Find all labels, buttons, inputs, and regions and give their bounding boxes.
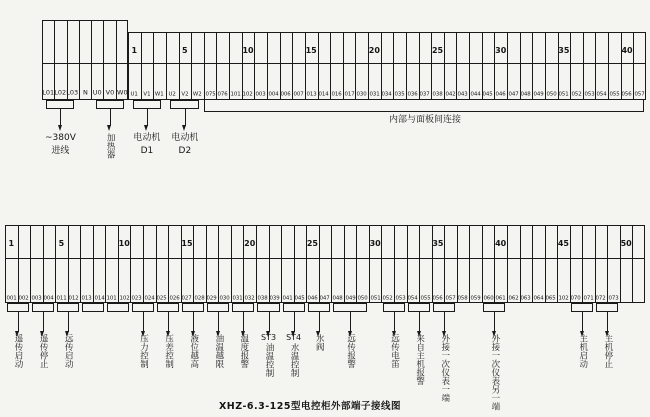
tick-number: 20 [244, 239, 256, 248]
diagram-title: XHZ-6.3-125型电控柜外部端子接线图 [218, 401, 402, 412]
jumper-box [182, 303, 204, 312]
terminal-number: 060 [482, 295, 494, 302]
group-label: 外接一次仪表另一端 [489, 334, 500, 411]
down-arrow-icon [607, 312, 608, 332]
tick-number: 25 [306, 239, 318, 248]
group-label: 温度报警 [238, 334, 249, 368]
terminal-number: 055 [420, 295, 431, 302]
group-label: 水温控制 [289, 343, 300, 377]
tick-number: 40 [621, 46, 633, 55]
terminal-number: 050 [357, 295, 368, 302]
terminal-number: 053 [395, 295, 406, 302]
terminal-number: 063 [520, 295, 531, 302]
terminal-number: 023 [131, 295, 142, 302]
group-label: 主机启动 [577, 334, 588, 368]
jumper-box [408, 303, 430, 312]
group-label: 油温越限 [213, 334, 224, 368]
jumper-box [170, 100, 199, 109]
down-arrow-icon [143, 312, 144, 332]
jumper-box [333, 303, 368, 312]
group-label: 压力控制 [138, 334, 149, 368]
terminal-number: V1 [143, 91, 151, 98]
terminal-number: 102 [242, 91, 254, 98]
group-label: 电动机 [133, 133, 161, 143]
terminal-number: 012 [68, 295, 80, 302]
terminal-number: 006 [280, 91, 292, 98]
terminal-number: V2 [181, 91, 189, 98]
terminal-number: 043 [457, 91, 468, 98]
down-arrow-icon [494, 312, 495, 332]
tick-number: 45 [557, 239, 569, 248]
jumper-box [57, 303, 79, 312]
terminal-number: 003 [31, 295, 42, 302]
terminal-number-wrap [625, 86, 650, 99]
tick-number: 30 [369, 239, 381, 248]
group-label: 水阀 [314, 334, 325, 351]
terminal-number: 056 [621, 91, 633, 98]
terminal-number: 034 [381, 91, 393, 98]
down-arrow-icon [582, 312, 583, 332]
terminal-number: 057 [445, 295, 456, 302]
group-label: 进线 [51, 146, 70, 156]
jumper-box [383, 303, 405, 312]
terminal-number: 102 [119, 295, 130, 302]
strip-divider [42, 63, 128, 64]
terminal-number: 072 [595, 295, 607, 302]
terminal-number: W2 [193, 91, 202, 98]
group-label: D2 [178, 146, 192, 156]
group-label-prefix: ST4 [286, 333, 302, 342]
tick-number: 15 [305, 46, 317, 55]
terminal-number: 031 [232, 295, 243, 302]
terminal-number: 076 [217, 91, 228, 98]
jumper-box [308, 303, 330, 312]
tick-number: 20 [368, 46, 380, 55]
down-arrow-icon [147, 109, 148, 126]
jumper-box [207, 303, 229, 312]
terminal-number: 045 [294, 295, 306, 302]
terminal-number: 075 [204, 91, 216, 98]
panel-link-label: 内部与面板间连接 [388, 115, 461, 125]
down-arrow-icon [419, 312, 420, 332]
terminal-number: 070 [570, 295, 582, 302]
terminal-number: 001 [6, 295, 17, 302]
tick-number: 30 [495, 46, 507, 55]
terminal-number: 017 [343, 91, 355, 98]
terminal-number: 048 [332, 295, 343, 302]
tick-number: 40 [495, 239, 507, 248]
group-label: 遥传启动 [13, 334, 24, 368]
down-arrow-icon [60, 109, 61, 126]
arrowhead-icon [107, 125, 111, 131]
jumper-box [571, 303, 593, 312]
down-arrow-icon [243, 312, 244, 332]
terminal-number: U2 [168, 91, 176, 98]
terminal-number: 029 [206, 295, 218, 302]
group-label: 液位越高 [188, 334, 199, 368]
down-arrow-icon [394, 312, 395, 332]
group-label: 来自主机报警 [414, 334, 425, 385]
terminal-number: L03 [66, 89, 79, 97]
group-label: 外接一次仪表一端 [439, 334, 450, 402]
group-label: 远传报警 [345, 334, 356, 368]
group-label: 电动机 [171, 133, 199, 143]
terminal-number: 050 [546, 91, 557, 98]
terminal-number: L01 [42, 89, 55, 97]
terminal-number: 002 [18, 295, 29, 302]
tick-number: 35 [432, 239, 444, 248]
jumper-box [232, 303, 254, 312]
terminal-number: 024 [144, 295, 155, 302]
tick-number: 1 [8, 239, 15, 248]
terminal-number: 062 [508, 295, 519, 302]
terminal-number: W0 [116, 89, 128, 97]
group-label: D1 [140, 146, 154, 156]
group-label: 压差控制 [163, 334, 174, 368]
tick-number: 10 [118, 239, 130, 248]
terminal-number: 102 [558, 295, 569, 302]
tick-number: 50 [620, 239, 632, 248]
terminal-number: 051 [558, 91, 570, 98]
group-label-prefix: ST3 [260, 333, 277, 342]
terminal-number: 013 [81, 295, 92, 302]
terminal-number: 030 [219, 295, 230, 302]
down-arrow-icon [319, 312, 320, 332]
terminal-number: W1 [155, 91, 164, 98]
terminal-number: 051 [370, 295, 381, 302]
terminal-number: 045 [482, 91, 494, 98]
terminal-number: 037 [419, 91, 431, 98]
terminal-number: 004 [43, 295, 55, 302]
bracket [204, 100, 644, 112]
tick-number: 5 [58, 239, 65, 248]
jumper-box [96, 100, 124, 109]
terminal-number: 038 [432, 91, 443, 98]
terminal-number: 065 [545, 295, 557, 302]
terminal-number: 044 [470, 91, 481, 98]
jumper-box [157, 303, 179, 312]
terminal-number: 053 [583, 91, 595, 98]
jumper-box [82, 303, 104, 312]
jumper-box [596, 303, 618, 312]
terminal-number: L02 [54, 89, 67, 97]
terminal-number: 003 [255, 91, 266, 98]
terminal-number: 035 [394, 91, 405, 98]
terminal-number: 046 [495, 91, 506, 98]
terminal-number: U0 [92, 89, 102, 97]
terminal-number: 052 [382, 295, 393, 302]
terminal-number: 028 [194, 295, 205, 302]
terminal-number: 101 [106, 295, 117, 302]
arrowhead-icon [182, 125, 186, 131]
group-label: 主机停止 [602, 334, 613, 368]
group-label: ~380V [44, 133, 76, 143]
terminal-number: 030 [356, 91, 367, 98]
terminal-number: 059 [470, 295, 481, 302]
jumper-box [133, 100, 162, 109]
terminal-number: 014 [318, 91, 329, 98]
down-arrow-icon [18, 312, 19, 332]
jumper-box [257, 303, 279, 312]
terminal-number: 027 [181, 295, 193, 302]
jumper-box [132, 303, 154, 312]
group-label: 油温控制 [264, 343, 275, 377]
terminal-number: 041 [282, 295, 293, 302]
terminal-number: 047 [508, 91, 519, 98]
tick-number: 10 [242, 46, 254, 55]
arrowhead-icon [144, 125, 148, 131]
tick-number: 15 [181, 239, 193, 248]
terminal-number: 039 [269, 295, 280, 302]
jumper-box [107, 303, 129, 312]
jumper-box [483, 303, 505, 312]
tick-number: 1 [131, 46, 138, 55]
down-arrow-icon [269, 312, 270, 332]
jumper-box [46, 100, 74, 109]
down-arrow-icon [168, 312, 169, 332]
terminal-number: 026 [169, 295, 180, 302]
terminal-number: 052 [571, 91, 582, 98]
terminal-number: 056 [432, 295, 444, 302]
terminal-number: 004 [268, 91, 279, 98]
down-arrow-icon [193, 312, 194, 332]
down-arrow-icon [444, 312, 445, 332]
group-label: 远传电笛 [389, 334, 400, 368]
terminal-number: 048 [520, 91, 532, 98]
terminal-number: 016 [331, 91, 342, 98]
terminal-number: 071 [583, 295, 594, 302]
terminal-number: 032 [244, 295, 255, 302]
terminal-number: 054 [596, 91, 607, 98]
strip-divider [5, 258, 645, 259]
terminal-number: 073 [608, 295, 619, 302]
terminal-number: 014 [93, 295, 105, 302]
terminal-number: V0 [105, 89, 114, 97]
jumper-box [7, 303, 29, 312]
jumper-box [283, 303, 305, 312]
terminal-number: 064 [533, 295, 544, 302]
down-arrow-icon [350, 312, 351, 332]
terminal-number: 049 [344, 295, 356, 302]
tick-number: 25 [431, 46, 444, 55]
terminal-number: 046 [307, 295, 318, 302]
terminal-number: 031 [369, 91, 380, 98]
terminal-number: 049 [533, 91, 544, 98]
terminal-number: 055 [609, 91, 620, 98]
group-label: 远传启动 [63, 334, 74, 368]
group-label: 遥传停止 [38, 334, 49, 368]
terminal-number: 058 [457, 295, 469, 302]
down-arrow-icon [185, 109, 186, 126]
terminal-number: U1 [130, 91, 139, 98]
terminal-number: 007 [293, 91, 304, 98]
terminal-number: 042 [445, 91, 456, 98]
terminal-number: N [82, 89, 88, 97]
terminal-number: 047 [319, 295, 331, 302]
down-arrow-icon [68, 312, 69, 332]
terminal-number: 061 [495, 295, 506, 302]
terminal-number-wrap [624, 290, 650, 300]
group-label: 加热器 [105, 133, 116, 159]
terminal-number: 011 [56, 295, 67, 302]
strip-divider [128, 63, 646, 64]
jumper-box [433, 303, 455, 312]
terminal-number: 013 [306, 91, 317, 98]
terminal-number: 036 [407, 91, 418, 98]
down-arrow-icon [110, 109, 111, 126]
down-arrow-icon [218, 312, 219, 332]
down-arrow-icon [43, 312, 44, 332]
terminal-number: 101 [230, 91, 241, 98]
terminal-number: 025 [156, 295, 168, 302]
terminal-number: 054 [407, 295, 418, 302]
tick-number: 35 [558, 46, 570, 55]
terminal-number: 038 [257, 295, 268, 302]
arrowhead-icon [58, 125, 62, 131]
terminal-number: 057 [634, 91, 645, 98]
down-arrow-icon [294, 312, 295, 332]
jumper-box [32, 303, 54, 312]
tick-number: 5 [182, 46, 188, 55]
